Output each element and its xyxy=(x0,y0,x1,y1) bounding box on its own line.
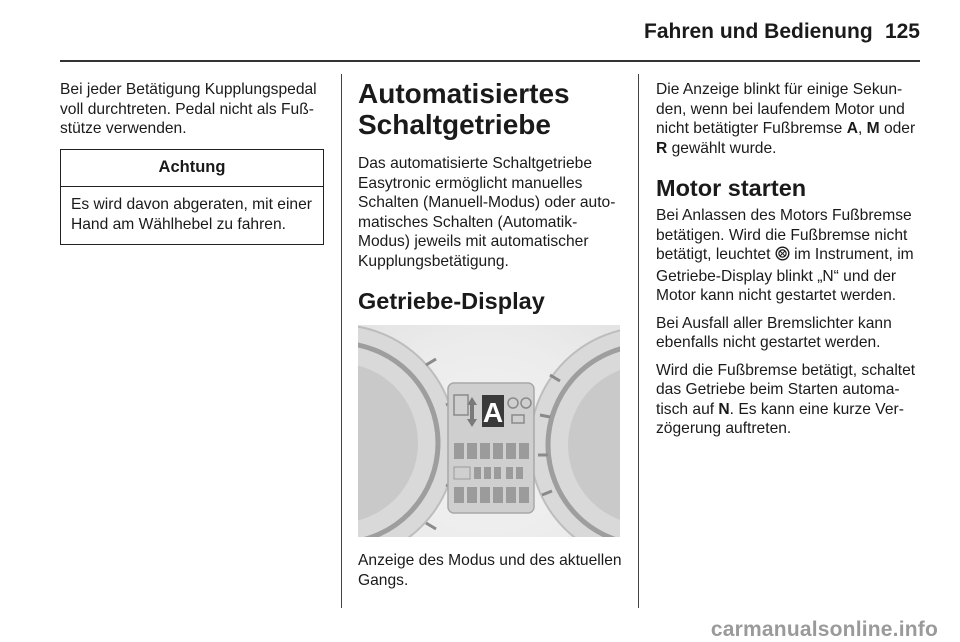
key-a: A xyxy=(846,120,858,137)
column-divider-1 xyxy=(341,74,342,608)
key-n: N xyxy=(718,400,730,418)
page-number: 125 xyxy=(884,20,920,43)
warning-box xyxy=(60,149,324,246)
text-span: gewählt wurde. xyxy=(667,139,777,157)
text-span: im Instrument, im Getriebe-Display blinkt „N“ und der Motor kann nicht gestartet werden. xyxy=(656,246,914,304)
auto-neutral-paragraph xyxy=(656,361,922,439)
section-heading-automatisiertes-schaltgetriebe: Automatisiertes Schaltgetriebe xyxy=(358,78,570,140)
header-rule xyxy=(60,60,920,62)
brake-light-failure-paragraph: Bei Ausfall aller Bremslichter kann ebenfalls nicht gestartet werden. xyxy=(656,314,892,351)
display-blink-paragraph xyxy=(656,80,922,158)
text-span: Die Anzeige blinkt für einige Sekunden, wenn bei laufendem Motor und nicht betätigter Fußbremse xyxy=(656,81,905,137)
right-gauge xyxy=(530,327,620,537)
key-r: R xyxy=(656,139,668,157)
brake-pedal-warning-icon xyxy=(775,246,790,267)
key-m: M xyxy=(866,120,880,137)
column-divider-2 xyxy=(638,74,639,608)
motor-start-paragraph xyxy=(656,206,922,306)
column-2 xyxy=(358,78,622,598)
central-lcd-panel xyxy=(448,383,534,513)
text-span: . Es kann eine kurze Verzögerung auftreten. xyxy=(656,400,904,437)
text-span: Wird die Fußbremse betätigt, schaltet das Getriebe beim Starten automatisch auf xyxy=(656,361,916,418)
watermark: carmanualsonline.info xyxy=(710,618,938,641)
left-gauge xyxy=(358,325,462,537)
section-heading-motor-starten: Motor starten xyxy=(656,175,807,201)
text-span: , xyxy=(857,120,867,137)
warning-title: Achtung xyxy=(61,150,323,188)
mode-letter: A xyxy=(482,397,504,428)
page-header-title: Fahren und Bedienung xyxy=(644,20,873,43)
column-3 xyxy=(656,80,922,447)
intro-paragraph: Bei jeder Betätigung Kupplungspedal voll durchtreten. Pedal nicht als Fußstütze verwenden. xyxy=(60,81,317,137)
column-1 xyxy=(60,80,324,245)
figure-caption: Anzeige des Modus und des aktuellen Gangs. xyxy=(358,552,622,589)
warning-text: Es wird davon abgeraten, mit einer Hand am Wählhebel zu fahren. xyxy=(71,196,312,233)
transmission-display-figure xyxy=(358,325,620,537)
instrument-cluster-illustration xyxy=(358,325,620,537)
text-span: Bei Anlassen des Motors Fußbremse betätigen. Wird die Fußbremse nicht betätigt, leuchtet xyxy=(656,207,912,263)
schaltgetriebe-paragraph: Das automatisierte Schaltgetriebe Easytronic ermöglicht manuelles Schalten (Manuell-Modus) oder automatisches Schalten (Automatik-Modus) jeweils mit automatischer Kupplungsbetätigung. xyxy=(358,155,616,270)
subheading-getriebe-display: Getriebe-Display xyxy=(358,288,545,314)
text-span: oder xyxy=(879,120,916,137)
